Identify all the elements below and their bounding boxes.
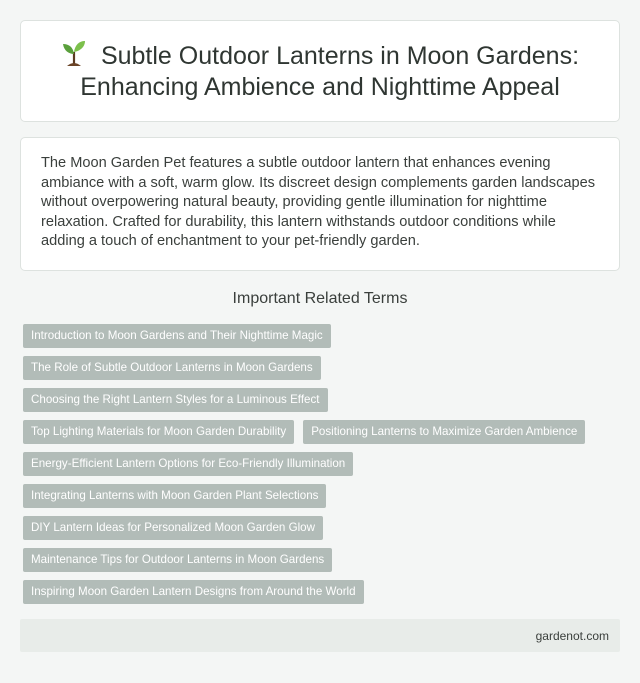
sprout-icon (61, 39, 87, 67)
tag-row (23, 324, 623, 348)
title-card (20, 20, 620, 122)
related-term-tag[interactable]: Positioning Lanterns to Maximize Garden Ambience (303, 420, 585, 444)
tag-row (23, 580, 623, 604)
tag-row (23, 420, 623, 444)
related-term-tag[interactable]: Maintenance Tips for Outdoor Lanterns in Moon Gardens (23, 548, 332, 572)
tag-row (23, 484, 623, 508)
tag-row (23, 452, 623, 476)
tag-row (23, 516, 623, 540)
related-term-tag[interactable]: Inspiring Moon Garden Lantern Designs from Around the World (23, 580, 364, 604)
related-term-tag[interactable]: Integrating Lanterns with Moon Garden Plant Selections (23, 484, 326, 508)
related-term-tag[interactable]: DIY Lantern Ideas for Personalized Moon Garden Glow (23, 516, 323, 540)
tag-row (23, 356, 623, 380)
description-card (20, 137, 620, 271)
related-term-tag[interactable]: The Role of Subtle Outdoor Lanterns in Moon Gardens (23, 356, 321, 380)
related-term-tag[interactable]: Choosing the Right Lantern Styles for a Luminous Effect (23, 388, 328, 412)
footer-site-link[interactable]: gardenot.com (535, 628, 609, 643)
footer (20, 619, 620, 652)
description-text: The Moon Garden Pet features a subtle outdoor lantern that enhances evening ambiance with a soft, warm glow. Its discreet design complements garden landscapes without overpowering natural beauty, providing gentle illumination for nighttime relaxation. Crafted for durability, this lantern withstands outdoor conditions while adding a touch of enchantment to your pet-friendly garden. (41, 155, 596, 249)
tag-row (23, 548, 623, 572)
tag-row (23, 388, 623, 412)
page-title (41, 39, 599, 103)
related-term-tag[interactable]: Top Lighting Materials for Moon Garden Durability (23, 420, 294, 444)
page-title-text: Subtle Outdoor Lanterns in Moon Gardens: Enhancing Ambience and Nighttime Appeal (80, 42, 580, 101)
related-terms-heading: Important Related Terms (232, 290, 408, 307)
related-term-tag[interactable]: Introduction to Moon Gardens and Their Nighttime Magic (23, 324, 331, 348)
related-terms-list (23, 324, 623, 612)
related-term-tag[interactable]: Energy-Efficient Lantern Options for Eco-Friendly Illumination (23, 452, 353, 476)
